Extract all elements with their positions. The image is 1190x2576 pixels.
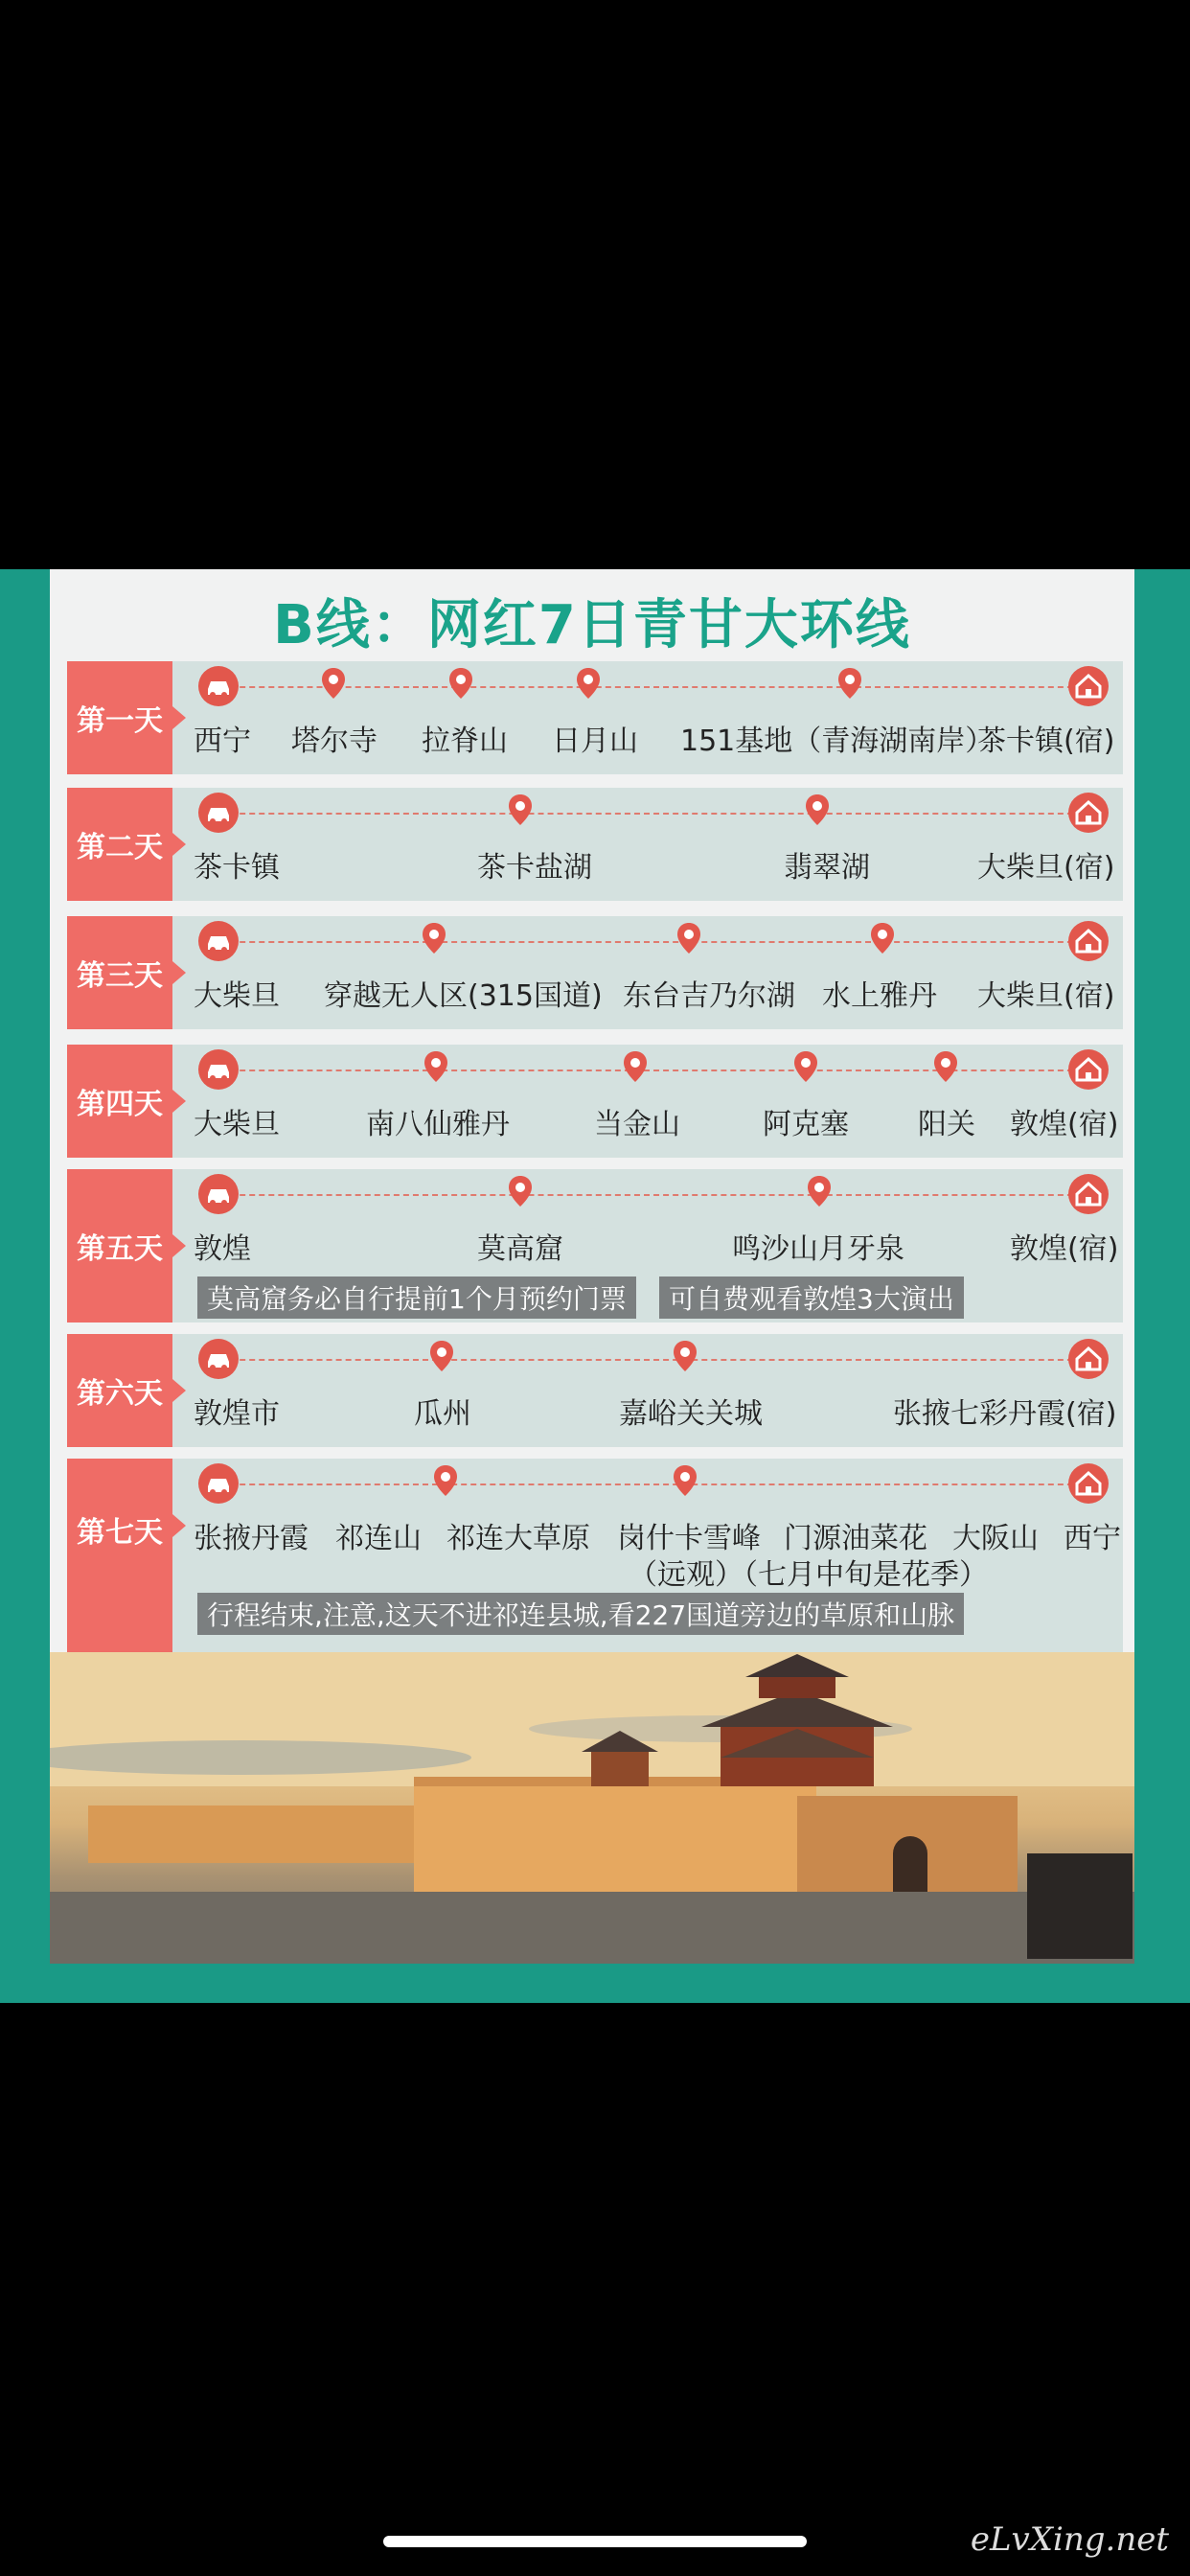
map-pin-icon — [422, 922, 446, 954]
day-note: 可自费观看敦煌3大演出 — [659, 1276, 964, 1319]
stop-label: 敦煌(宿) — [1010, 1108, 1119, 1141]
route-line — [201, 1359, 1092, 1361]
stop-label: 当金山 — [594, 1108, 680, 1141]
house-icon — [1067, 1173, 1110, 1215]
car-icon — [197, 665, 240, 707]
stop-label: 祁连大草原 — [446, 1522, 590, 1555]
stop-label: 阳关 — [918, 1108, 975, 1141]
stop-label: 大柴旦(宿) — [977, 851, 1115, 885]
car-icon — [197, 1462, 240, 1505]
map-pin-icon — [321, 667, 346, 700]
map-pin-icon — [870, 922, 895, 954]
map-pin-icon — [623, 1050, 648, 1083]
stop-label: 茶卡镇 — [194, 851, 280, 885]
day-label: 第一天 — [67, 661, 172, 774]
stop-label: 东台吉乃尔湖 — [623, 979, 795, 1013]
map-pin-icon — [433, 1464, 458, 1497]
day-row — [67, 916, 1123, 1029]
day-arrow — [172, 1379, 186, 1402]
stop-label: 阿克塞 — [763, 1108, 849, 1141]
stop-label: 敦煌市 — [194, 1397, 280, 1431]
stop-label: 岗什卡雪峰 — [617, 1522, 761, 1555]
route-line — [201, 813, 1092, 815]
day-note: 行程结束,注意,这天不进祁连县城,看227国道旁边的草原和山脉 — [197, 1593, 964, 1635]
map-pin-icon — [429, 1340, 454, 1372]
day-row — [67, 1045, 1123, 1158]
car-icon — [197, 920, 240, 962]
itinerary-title: B线：网红7日青甘大环线 — [273, 594, 911, 656]
map-pin-icon — [805, 794, 830, 826]
day-arrow — [172, 1234, 186, 1257]
route-line — [201, 941, 1092, 943]
day-row — [67, 1169, 1123, 1322]
stop-label: 塔尔寺 — [291, 724, 378, 758]
stop-label: 大柴旦 — [194, 1108, 280, 1141]
day-arrow — [172, 961, 186, 984]
map-pin-icon — [423, 1050, 448, 1083]
route-line — [201, 1194, 1092, 1196]
stop-label: 翡翠湖 — [784, 851, 870, 885]
stop-label: 水上雅丹 — [822, 979, 937, 1013]
stop-label: 西宁 — [1064, 1522, 1121, 1555]
stop-label: 祁连山 — [335, 1522, 422, 1555]
itinerary-card — [50, 569, 1134, 1964]
stop-label: 瓜州 — [414, 1397, 471, 1431]
day-label: 第四天 — [67, 1045, 172, 1158]
day-arrow — [172, 706, 186, 729]
house-icon — [1067, 792, 1110, 834]
day-note: 莫高窟务必自行提前1个月预约门票 — [197, 1276, 636, 1319]
car-icon — [197, 1338, 240, 1380]
stop-label: 张掖七彩丹霞(宿) — [893, 1397, 1117, 1431]
map-pin-icon — [576, 667, 601, 700]
map-pin-icon — [793, 1050, 818, 1083]
car-icon — [197, 1173, 240, 1215]
stop-label: 莫高窟 — [477, 1232, 563, 1266]
stop-label: 拉脊山 — [422, 724, 508, 758]
map-pin-icon — [673, 1464, 698, 1497]
house-icon — [1067, 665, 1110, 707]
stop-label: 151基地（青海湖南岸） — [680, 724, 995, 758]
stop-label: 大阪山 — [952, 1522, 1039, 1555]
house-icon — [1067, 920, 1110, 962]
map-pin-icon — [807, 1175, 832, 1208]
stop-label: 日月山 — [552, 724, 638, 758]
map-pin-icon — [837, 667, 862, 700]
stop-label: 门源油菜花 — [784, 1522, 927, 1555]
stop-label: 张掖丹霞 — [194, 1522, 309, 1555]
day-label: 第三天 — [67, 916, 172, 1029]
stop-label: 大柴旦(宿) — [977, 979, 1115, 1013]
stop-label: 茶卡盐湖 — [477, 851, 592, 885]
day-label: 第七天 — [67, 1459, 172, 1654]
stop-label: 大柴旦 — [194, 979, 280, 1013]
house-icon — [1067, 1462, 1110, 1505]
stop-label: 敦煌(宿) — [1010, 1232, 1119, 1266]
fortress-photo — [50, 1652, 1134, 1964]
day-row — [67, 788, 1123, 901]
map-pin-icon — [508, 794, 533, 826]
stop-label: 南八仙雅丹 — [366, 1108, 510, 1141]
day-row — [67, 1334, 1123, 1447]
map-pin-icon — [676, 922, 701, 954]
stop-label: 茶卡镇(宿) — [977, 724, 1115, 758]
map-pin-icon — [673, 1340, 698, 1372]
day-label: 第二天 — [67, 788, 172, 901]
house-icon — [1067, 1338, 1110, 1380]
stop-label: 嘉峪关关城 — [619, 1397, 763, 1431]
stop-label: 西宁 — [194, 724, 251, 758]
map-pin-icon — [933, 1050, 958, 1083]
day-label: 第五天 — [67, 1169, 172, 1322]
stop-sublabel: （远观）（七月中旬是花季） — [629, 1558, 988, 1592]
home-indicator[interactable] — [383, 2536, 807, 2547]
day-arrow — [172, 833, 186, 856]
day-arrow — [172, 1514, 186, 1537]
car-icon — [197, 1048, 240, 1091]
day-arrow — [172, 1090, 186, 1113]
fortress-illustration — [50, 1652, 1134, 1964]
watermark: eLvXing.net — [970, 2520, 1169, 2559]
day-row — [67, 661, 1123, 774]
day-row — [67, 1459, 1123, 1654]
stop-label: 鸣沙山月牙泉 — [732, 1232, 904, 1266]
stop-label: 穿越无人区(315国道) — [324, 979, 603, 1013]
route-line — [201, 1484, 1092, 1485]
map-pin-icon — [448, 667, 473, 700]
car-icon — [197, 792, 240, 834]
house-icon — [1067, 1048, 1110, 1091]
map-pin-icon — [508, 1175, 533, 1208]
stop-label: 敦煌 — [194, 1232, 251, 1266]
day-label: 第六天 — [67, 1334, 172, 1447]
